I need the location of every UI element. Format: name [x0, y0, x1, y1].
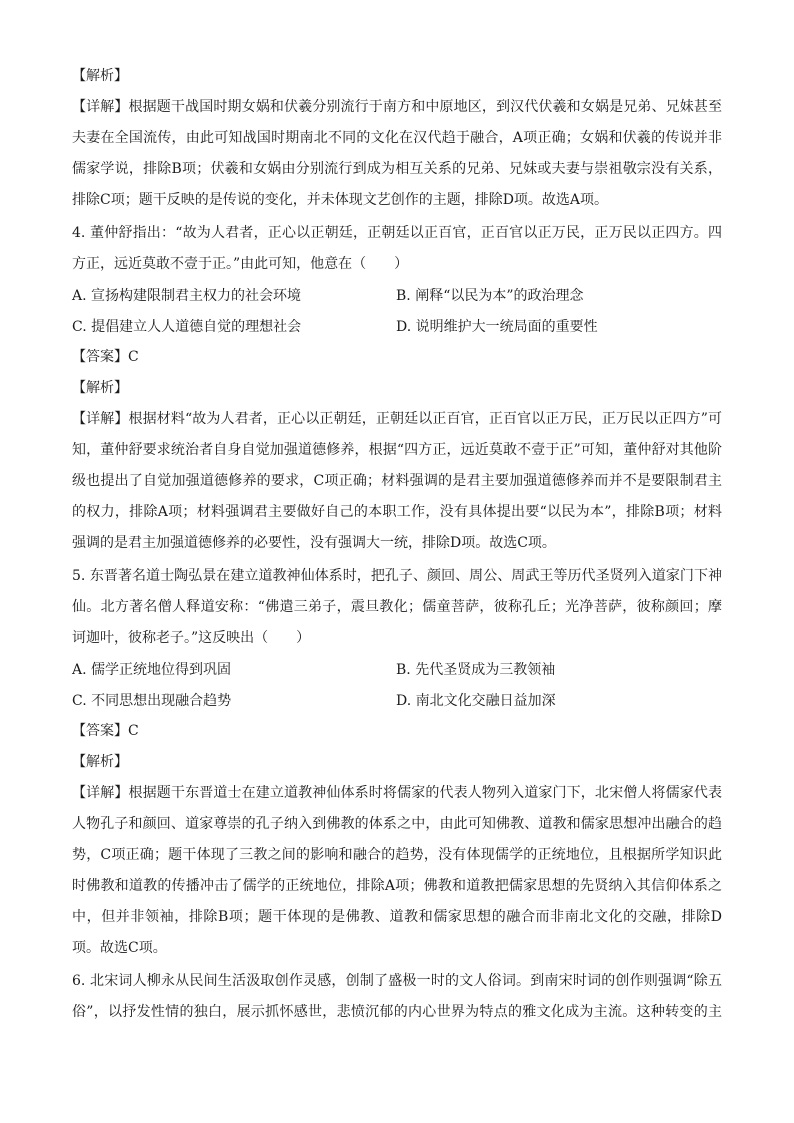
q3-detail-line-1: 【详解】根据题干战国时期女娲和伏羲分别流行于南方和中原地区，到汉代伏羲和女娲是兄弟、兄妹甚至: [72, 99, 722, 115]
q5-option-b: B. 先代圣贤成为三教领袖: [396, 662, 556, 678]
q4-option-b: B. 阐释“以民为本”的政治理念: [396, 288, 584, 304]
q3-analysis-heading: 【解析】: [72, 68, 128, 84]
q5-detail-line-6: 项。故选C项。: [72, 940, 167, 956]
q5-detail-line-3: 势，C项正确；题干体现了三教之间的影响和融合的趋势，没有体现儒学的正统地位，且根据所学知识此: [72, 847, 722, 863]
q4-option-c: C. 提倡建立人人道德自觉的理想社会: [72, 319, 302, 335]
q5-detail-line-4: 时佛教和道教的传播冲击了儒学的正统地位，排除A项；佛教和道教把儒家思想的先贤纳入其信仰体系之: [72, 878, 722, 894]
q5-stem-line-2: 仙。北方著名僧人释道安称：“佛遣三弟子，震旦教化；儒童菩萨，彼称孔丘；光净菩萨，彼称颜回；摩: [72, 599, 722, 615]
q4-option-d: D. 说明维护大一统局面的重要性: [396, 319, 598, 335]
q4-stem-line-2: 方正，远近莫敢不壹于正。”由此可知，他意在（ ）: [72, 256, 409, 272]
q4-detail-line-1: 【详解】根据材料“故为人君者，正心以正朝廷，正朝廷以正百官，正百官以正万民，正万民以正四方”可: [72, 411, 722, 427]
q4-stem-line-1: 4. 董仲舒指出：“故为人君者，正心以正朝廷，正朝廷以正百官，正百官以正万民，正万民以正四方。四: [72, 225, 722, 241]
q6-stem-line-2: 俗”，以抒发性情的独白，展示抓怀感世，悲愤沉郁的内心世界为特点的雅文化成为主流。这种转变的主: [72, 1004, 722, 1020]
q4-detail-line-3: 级也提出了自觉加强道德修养的要求，C项正确；材料强调的是君主要加强道德修养而并不是要限制君主: [72, 473, 722, 489]
q3-detail-line-4: 排除C项；题干反映的是传说的变化，并未体现文艺创作的主题，排除D项。故选A项。: [72, 192, 609, 208]
q5-option-a: A. 儒学正统地位得到巩固: [72, 662, 232, 678]
q5-detail-line-1: 【详解】根据题干东晋道士在建立道教神仙体系时将儒家的代表人物列入道家门下，北宋僧人将儒家代表: [72, 785, 722, 801]
q4-option-a: A. 宣扬构建限制君主权力的社会环境: [72, 288, 302, 304]
q3-detail-line-3: 儒家学说，排除B项；伏羲和女娲由分别流行到成为相互关系的兄弟、兄妹或夫妻与崇祖敬宗没有关系，: [72, 161, 722, 177]
q4-detail-line-5: 强调的是君主加强道德修养的必要性，没有强调大一统，排除D项。故选C项。: [72, 535, 556, 551]
q4-detail-line-2: 知，董仲舒要求统治者自身自觉加强道德修养，根据“四方正，远近莫敢不壹于正”可知，董仲舒对其他阶: [72, 442, 722, 458]
q5-detail-line-5: 中，但并非领袖，排除B项；题干体现的是佛教、道教和儒家思想的融合而非南北文化的交融，排除D: [72, 909, 722, 925]
q5-option-d: D. 南北文化交融日益加深: [396, 693, 556, 709]
q5-analysis-heading: 【解析】: [72, 754, 128, 770]
q5-answer: 【答案】C: [72, 723, 139, 739]
q5-stem-line-3: 诃迦叶，彼称老子。”这反映出（ ）: [72, 630, 311, 646]
q4-answer: 【答案】C: [72, 349, 139, 365]
q5-option-c: C. 不同思想出现融合趋势: [72, 693, 232, 709]
q4-analysis-heading: 【解析】: [72, 380, 128, 396]
q6-stem-line-1: 6. 北宋词人柳永从民间生活汲取创作灵感，创制了盛极一时的文人俗词。到南宋时词的创作则强调“除五: [72, 973, 722, 989]
q5-detail-line-2: 人物孔子和颜回、道家尊崇的孔子纳入到佛教的体系之中，由此可知佛教、道教和儒家思想冲出融合的趋: [72, 816, 722, 832]
q5-stem-line-1: 5. 东晋著名道士陶弘景在建立道教神仙体系时，把孔子、颜回、周公、周武王等历代圣贤列入道家门下神: [72, 568, 722, 584]
q3-detail-line-2: 夫妻在全国流传，由此可知战国时期南北不同的文化在汉代趋于融合，A项正确；女娲和伏羲的传说并非: [72, 130, 722, 146]
q4-detail-line-4: 的权力，排除A项；材料强调君主要做好自己的本职工作，没有具体提出要“以民为本”，排除B项；材料: [72, 504, 722, 520]
